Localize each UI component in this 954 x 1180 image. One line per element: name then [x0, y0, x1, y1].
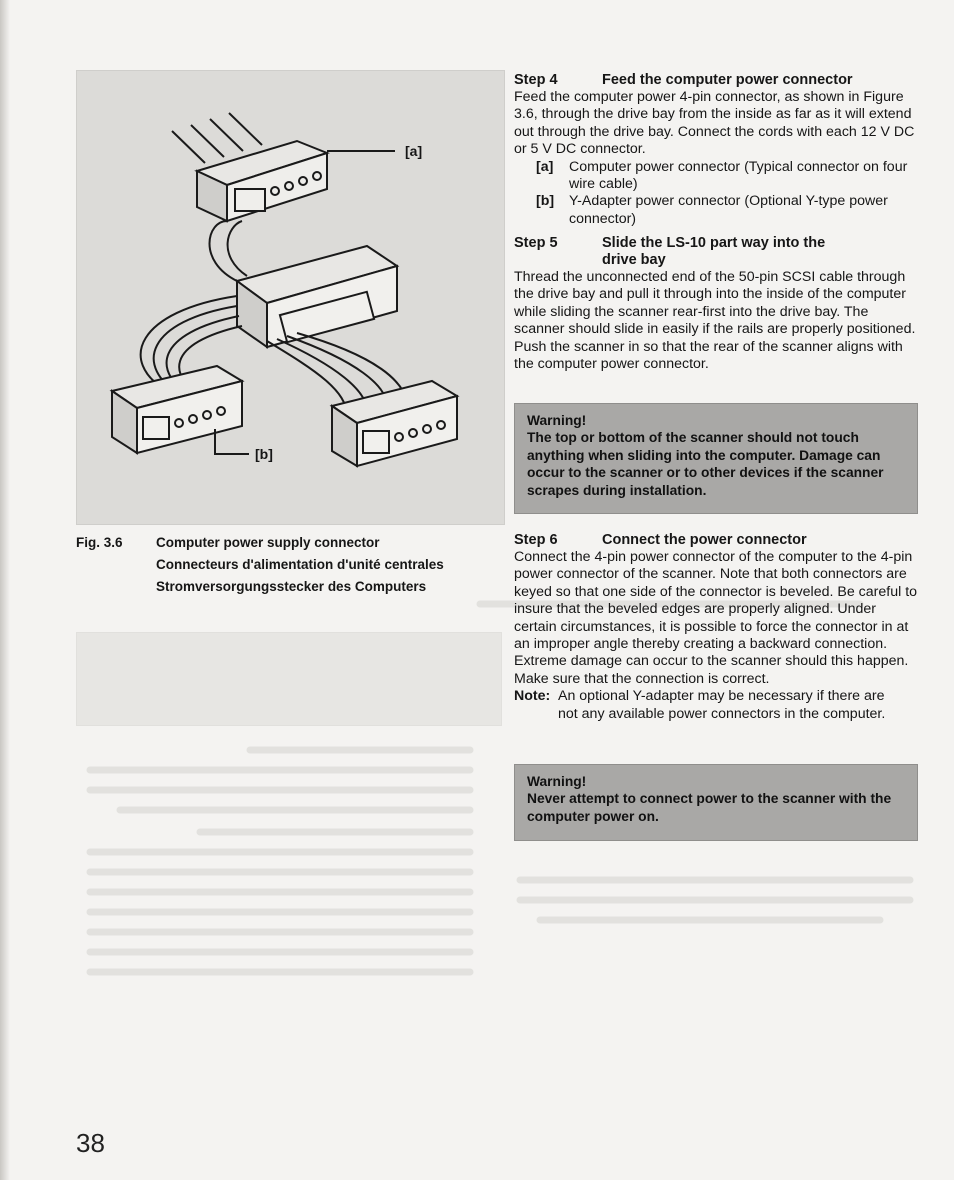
- figure-callout-a: [a]: [405, 143, 423, 159]
- figure-caption-number: Fig. 3.6: [76, 535, 123, 550]
- step5-heading: [514, 235, 918, 269]
- step4-item-a-text: Computer power connector (Typical connector on four wire cable): [569, 158, 908, 193]
- warning-box-sliding: [514, 403, 918, 514]
- step4-section: [514, 72, 918, 228]
- step6-title: Connect the power connector: [602, 532, 807, 548]
- step6-number: Step 6: [514, 532, 558, 548]
- step6-note: [514, 688, 918, 723]
- step5-body: Thread the unconnected end of the 50-pin SCSI cable through the drive bay and pull it through into the inside of the computer while sliding the scanner rear-first into the drive bay. The scanner should slide in easily if the rails are properly positioned. Push the scanner in so that the rear of the scanner aligns with the computer power connector.: [514, 269, 916, 373]
- connector-illustration: [77, 71, 504, 524]
- step6-section: [514, 532, 918, 723]
- warning1-text: The top or bottom of the scanner should not touch anything when sliding into the computer. Damage can occur to the scanner or to other devices if the scanner scrapes during installation.: [527, 430, 884, 498]
- step4-item-a-tag: [a]: [536, 158, 554, 175]
- step5-section: [514, 235, 918, 373]
- figure-callout-b: [b]: [255, 446, 273, 462]
- figure-power-connectors: [76, 70, 505, 525]
- bleed-through-box: [76, 632, 502, 726]
- figure-caption-line-de: Stromversorgungsstecker des Computers: [156, 579, 427, 594]
- warning1-heading: Warning!: [527, 413, 587, 428]
- page-edge-shadow: [0, 0, 10, 1180]
- warning2-heading: Warning!: [527, 774, 587, 789]
- step5-title: Slide the LS-10 part way into the drive bay: [602, 235, 826, 268]
- step6-note-label: Note:: [514, 688, 551, 705]
- step6-body: Connect the 4-pin power connector of the computer to the 4-pin power connector of the scanner. Note that both connectors are keyed so that one side of the connector is beveled. Be careful to insure that the beveled edges are properly aligned. Under certain circumstances, it is possible to force the connector in at an improper angle thereby creating a backward connection. Extreme damage can occur to the scanner should this happen. Make sure that the connection is correct.: [514, 549, 918, 687]
- step4-heading: [514, 72, 918, 89]
- step4-number: Step 4: [514, 72, 558, 88]
- page-number: 38: [76, 1128, 105, 1158]
- step4-body: Feed the computer power 4-pin connector, as shown in Figure 3.6, through the drive bay from the inside as far as it will extend out through the drive bay. Connect the cords with each 12 V DC or 5 V DC connector.: [514, 89, 915, 158]
- step4-item-b-tag: [b]: [536, 193, 555, 210]
- warning2-text: Never attempt to connect power to the scanner with the computer power on.: [527, 791, 892, 824]
- step4-item-a: [514, 159, 918, 194]
- figure-caption-line-en: Computer power supply connector: [156, 535, 380, 550]
- figure-caption-line-fr: Connecteurs d'alimentation d'unité centrales: [156, 557, 444, 572]
- step4-item-b-text: Y-Adapter power connector (Optional Y-type power connector): [569, 193, 888, 227]
- step5-number: Step 5: [514, 235, 558, 251]
- step4-title: Feed the computer power connector: [602, 72, 853, 88]
- step6-heading: [514, 532, 918, 549]
- step6-note-text: An optional Y-adapter may be necessary if there are not any available power connectors in the computer.: [558, 688, 886, 722]
- warning-box-power: [514, 764, 918, 841]
- step4-item-b: [514, 193, 918, 228]
